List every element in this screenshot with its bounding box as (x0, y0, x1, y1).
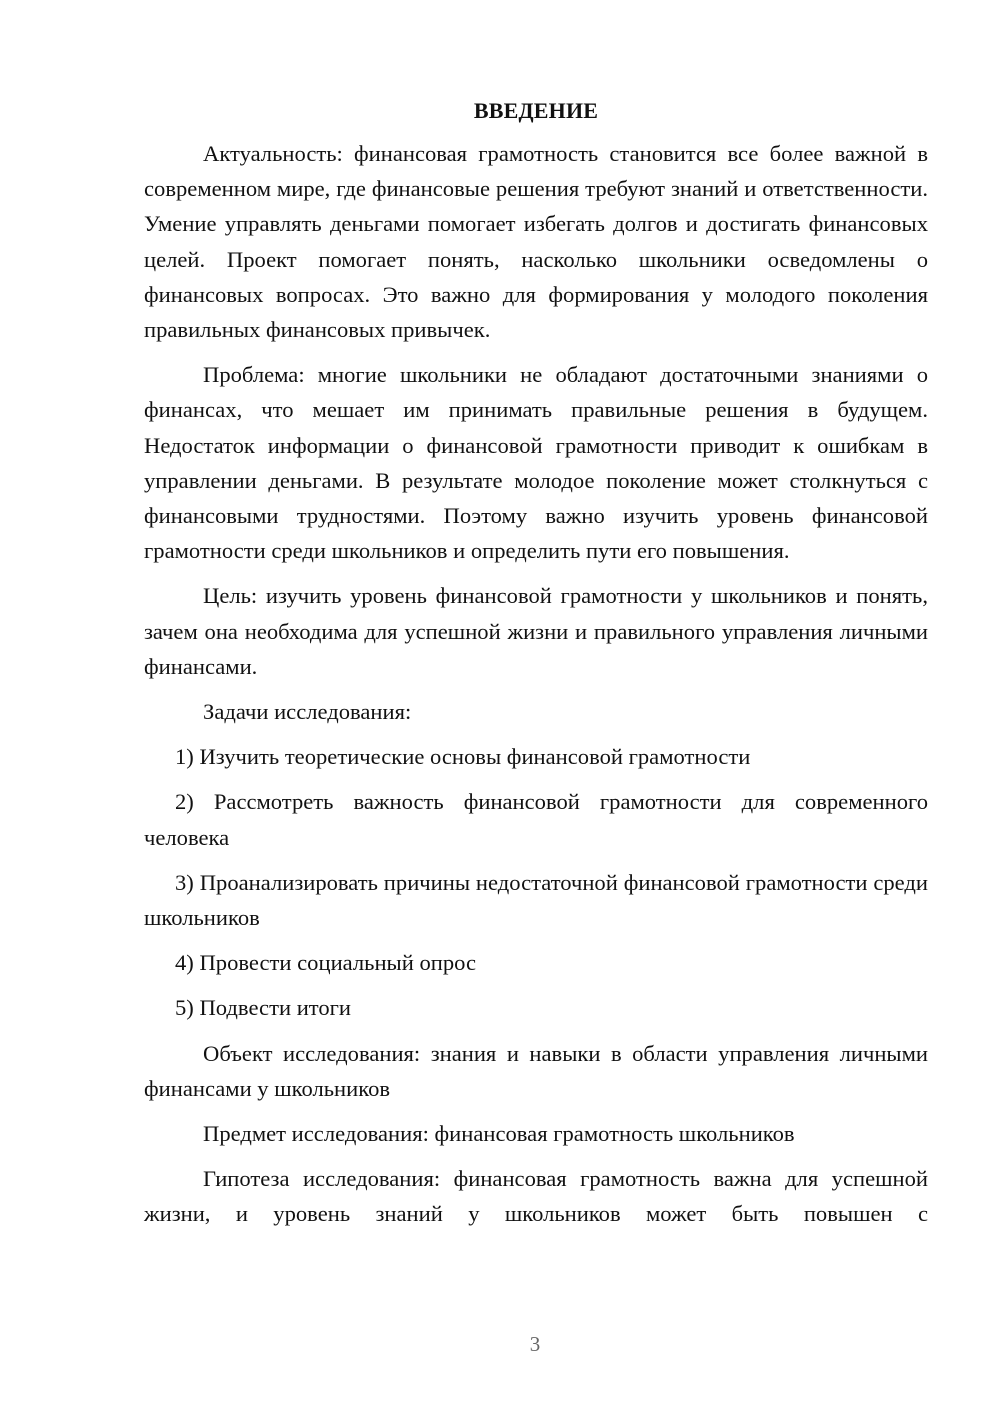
task-item: 2) Рассмотреть важность финансовой грамотности для современного человека (144, 789, 928, 850)
task-item: 4) Провести социальный опрос (175, 950, 477, 976)
task-item: 1) Изучить теоретические основы финансовой грамотности (175, 744, 751, 770)
goal-paragraph: Цель: изучить уровень финансовой грамотности у школьников и понять, зачем она необходима для успешной жизни и правильного управления личными финансами. (144, 583, 928, 679)
object-paragraph: Объект исследования: знания и навыки в области управления личными финансами у школьников (144, 1040, 928, 1101)
task-item: 3) Проанализировать причины недостаточной финансовой грамотности среди школьников (144, 869, 928, 931)
document-page (144, 94, 928, 1242)
hypothesis-paragraph: Гипотеза исследования: финансовая грамотность важна для успешной жизни, и уровень знаний у школьников может быть повышен с (144, 1166, 928, 1227)
page-title: ВВЕДЕНИЕ (473, 98, 599, 123)
page-number: 3 (529, 1332, 541, 1356)
problem-paragraph: Проблема: многие школьники не обладают достаточными знаниями о финансах, что мешает им принимать правильные решения в будущем. Недостаток информации о финансовой грамотности приводит к ошибкам в управлении деньгами. В результате молодое поколение может столкнуться с финансовыми трудностями. Поэтому важно изучить уровень финансовой грамотности среди школьников и определить пути его повышения. (144, 362, 928, 564)
relevance-paragraph: Актуальность: финансовая грамотность становится все более важной в современном мире, где финансовые решения требуют знаний и ответственности. Умение управлять деньгами помогает избегать долгов и достигать финансовых целей. Проект помогает понять, насколько школьники осведомлены о финансовых вопросах. Это важно для формирования у молодого поколения правильных финансовых привычек. (144, 141, 928, 343)
subject-paragraph: Предмет исследования: финансовая грамотность школьников (203, 1121, 795, 1147)
task-item: 5) Подвести итоги (175, 995, 352, 1021)
tasks-title: Задачи исследования: (203, 699, 412, 725)
